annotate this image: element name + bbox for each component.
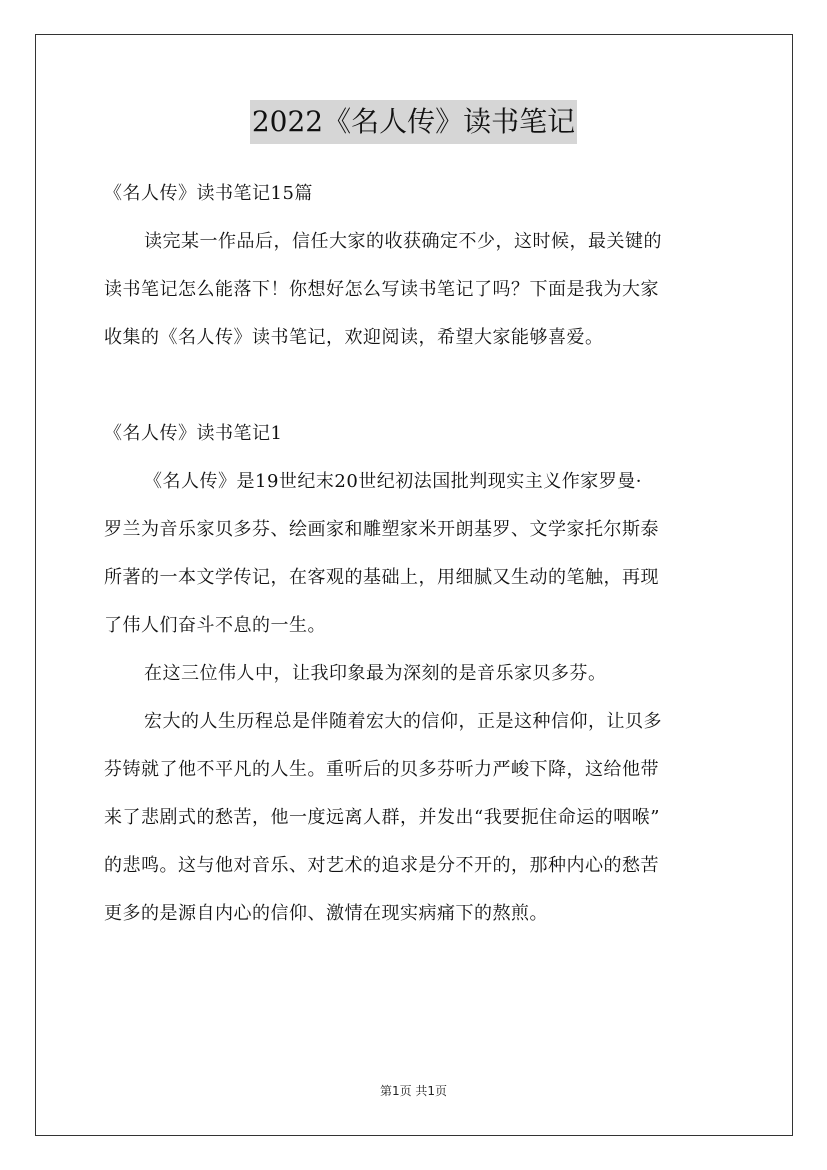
paragraph3-line: 更多的是源自内心的信仰、激情在现实病痛下的熬煎。: [104, 903, 548, 924]
paragraph3-line: 的悲鸣。这与他对音乐、对艺术的追求是分不开的，那种内心的愁苦: [104, 855, 659, 876]
paragraph2-line: 在这三位伟人中，让我印象最为深刻的是音乐家贝多芬。: [144, 663, 607, 684]
intro-line: 收集的《名人传》读书笔记，欢迎阅读，希望大家能够喜爱。: [104, 327, 604, 348]
intro-line: 读完某一作品后，信任大家的收获确定不少，这时候，最关键的: [144, 231, 662, 252]
intro-line: 读书笔记怎么能落下！你想好怎么写读书笔记了吗？下面是我为大家: [104, 279, 659, 300]
paragraph3-line: 宏大的人生历程总是伴随着宏大的信仰，正是这种信仰，让贝多: [144, 711, 662, 732]
paragraph1-line: 所著的一本文学传记，在客观的基础上，用细腻又生动的笔触，再现: [104, 567, 659, 588]
document-title: 2022《名人传》读书笔记: [250, 100, 577, 144]
paragraph1-line: 罗兰为音乐家贝多芬、绘画家和雕塑家米开朗基罗、文学家托尔斯泰: [104, 519, 659, 540]
paragraph1-line: 《名人传》是19世纪末20世纪初法国批判现实主义作家罗曼·: [144, 471, 643, 492]
blank-line: [104, 362, 728, 410]
subtitle: 《名人传》读书笔记15篇: [104, 183, 313, 204]
paragraph1-line: 了伟人们奋斗不息的一生。: [104, 615, 326, 636]
title-container: [0, 100, 827, 144]
paragraph3-line: 芬铸就了他不平凡的人生。重听后的贝多芬听力严峻下降，这给他带: [104, 759, 659, 780]
document-body: [104, 170, 728, 938]
page-footer: 第1页 共1页: [379, 1084, 448, 1098]
section-heading: 《名人传》读书笔记1: [104, 423, 283, 444]
paragraph3-line: 来了悲剧式的愁苦，他一度远离人群，并发出“我要扼住命运的咽喉”: [104, 807, 660, 828]
